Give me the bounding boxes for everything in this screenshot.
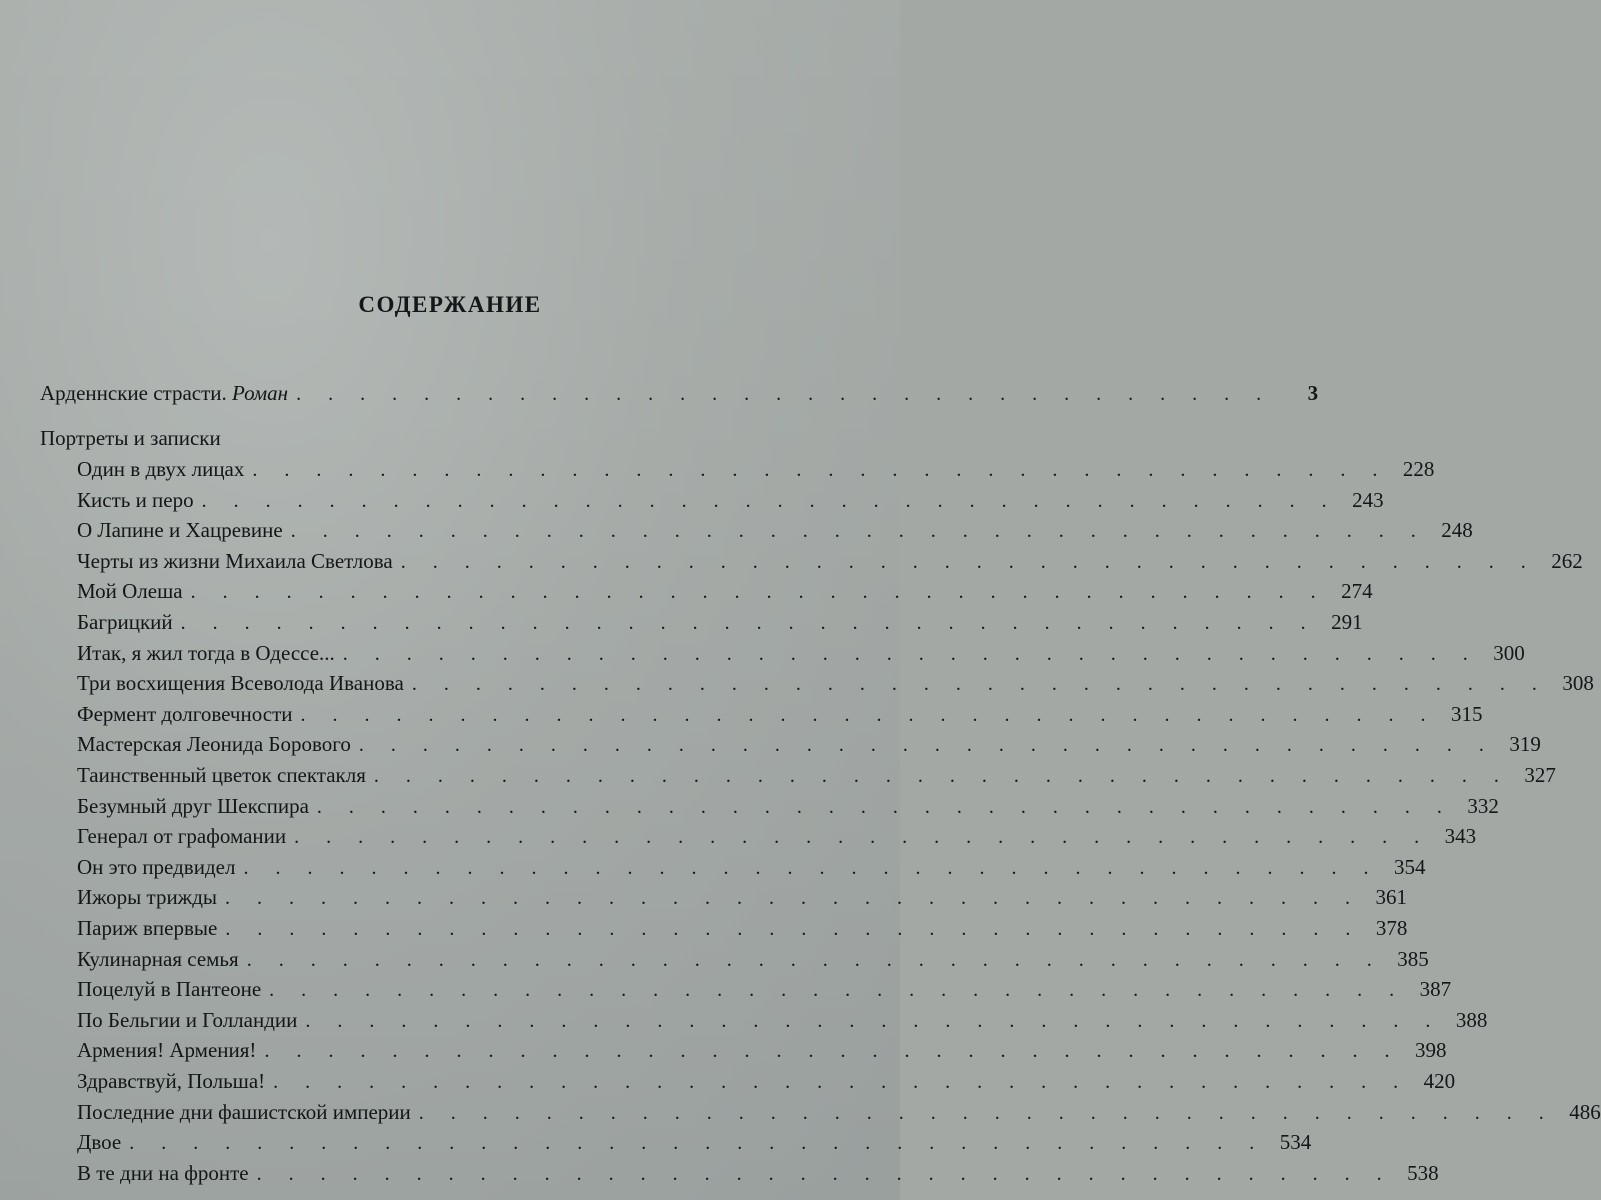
toc-page-number: 243 bbox=[1352, 487, 1384, 512]
dot-leader: . . . . . . . . . . . . . . . . . . . . . . . . . . . . . . . . . . . . bbox=[294, 826, 1431, 849]
toc-entry bbox=[77, 1097, 1601, 1127]
dot-leader: . . . . . . . . . . . . . . . . . . . . . . . . . . . . . . . . . . . . bbox=[305, 1009, 1442, 1032]
section-heading: Портреты и записки bbox=[40, 426, 221, 450]
dot-leader: . . . . . . . . . . . . . . . . . . . . . . . . . . . . . . . . . . . . bbox=[400, 550, 1537, 573]
toc-page-number: 387 bbox=[1419, 977, 1452, 1002]
toc-entry-title: В те дни на фронте bbox=[77, 1160, 249, 1185]
toc-entry-title: Три восхищения Всеволода Иванова bbox=[77, 671, 404, 696]
toc-page-number: 274 bbox=[1341, 579, 1373, 604]
toc-entry-title: Здравствуй, Польша! bbox=[77, 1069, 266, 1093]
page-title: СОДЕРЖАНИЕ bbox=[358, 292, 542, 317]
toc-entry-title: Черты из жизни Михаила Светлова bbox=[77, 548, 393, 573]
toc-entry bbox=[77, 760, 1556, 790]
toc-entry-title: Один в двух лицах bbox=[77, 457, 245, 481]
dot-leader: . . . . . . . . . . . . . . . . . . . . . . . . . . . . . . . . . . . . bbox=[273, 1071, 1410, 1093]
toc-entry bbox=[77, 852, 1426, 882]
dot-leader: . . . . . . . . . . . . . . . . . . . . . . . . . . . . . . . . . . . . bbox=[316, 795, 1453, 818]
toc-entry-title: Безумный друг Шекспира bbox=[77, 793, 309, 818]
toc-entry bbox=[77, 1066, 1456, 1096]
dot-leader: . . . . . . . . . . . . . . . . . . . . . . . . . . . . . . . bbox=[296, 383, 1273, 405]
toc-entry bbox=[77, 729, 1541, 759]
toc-page-number: 486 bbox=[1569, 1099, 1601, 1124]
dot-leader: . . . . . . . . . . . . . . . . . . . . . . . . . . . . . . . . . . . . bbox=[411, 673, 1548, 696]
dot-leader: . . . . . . . . . . . . . . . . . . . . . . . . . . . . . . . . . . . . bbox=[300, 703, 1437, 726]
toc-entry-novel bbox=[40, 378, 1319, 408]
toc-page-number: 385 bbox=[1397, 946, 1429, 971]
dot-leader: . . . . . . . . . . . . . . . . . . . . . . . . . . . . . . . . . . . . bbox=[373, 765, 1510, 787]
dot-leader: . . . . . . . . . . . . . . . . . . . . . . . . . . . . . . . . . . . . bbox=[180, 612, 1317, 634]
novel-genre: Роман bbox=[232, 381, 289, 405]
toc-entry bbox=[77, 485, 1384, 515]
toc-page-number: 354 bbox=[1393, 854, 1426, 879]
toc-entry bbox=[77, 1158, 1439, 1188]
toc-entry-title: Кисть и перо bbox=[77, 487, 194, 512]
toc-entry bbox=[77, 668, 1594, 698]
toc-page-number: 361 bbox=[1375, 885, 1407, 910]
toc-page-number: 291 bbox=[1331, 610, 1363, 634]
toc-page-number: 308 bbox=[1562, 671, 1594, 696]
toc-entry bbox=[77, 699, 1483, 729]
toc-entry-title: Последние дни фашистской империи bbox=[77, 1099, 411, 1124]
dot-leader: . . . . . . . . . . . . . . . . . . . . . . . . . . . . . . . . . . . . bbox=[269, 979, 1406, 1002]
dot-leader: . . . . . . . . . . . . . . . . . . . . . . . . . . . . . . . . . . . . bbox=[243, 856, 1380, 879]
toc-page-number: 332 bbox=[1467, 793, 1499, 818]
toc-page-number: 300 bbox=[1493, 640, 1525, 665]
toc-entry-title: Он это предвидел bbox=[77, 854, 236, 879]
toc-page-number: 378 bbox=[1375, 916, 1408, 940]
dot-leader: . . . . . . . . . . . . . . . . . . . . . . . . . . . . . . . . . . . . bbox=[264, 1040, 1401, 1063]
toc-page-number: 534 bbox=[1279, 1130, 1312, 1155]
toc-page-number: 388 bbox=[1455, 1007, 1488, 1032]
dot-leader: . . . . . . . . . . . . . . . . . . . . . . . . . . . . . . . . . . . . bbox=[358, 734, 1495, 757]
toc-page-number: 228 bbox=[1402, 457, 1435, 481]
toc-entry-title: Генерал от графомании bbox=[77, 824, 287, 849]
toc-page-number: 420 bbox=[1423, 1069, 1456, 1093]
toc-entry-title: По Бельгии и Голландии bbox=[77, 1007, 298, 1032]
dot-leader: . . . . . . . . . . . . . . . . . . . . . . . . . . . . . . . . . . . . bbox=[225, 918, 1362, 940]
toc-entry-title: Армения! Армения! bbox=[77, 1038, 257, 1063]
toc-entry-title: Таинственный цветок спектакля bbox=[77, 763, 366, 787]
dot-leader: . . . . . . . . . . . . . . . . . . . . . . . . . . . . . . . . . . . . bbox=[129, 1132, 1266, 1155]
toc-page-number: 343 bbox=[1444, 824, 1477, 849]
toc-entry bbox=[77, 638, 1525, 668]
toc-entry bbox=[77, 546, 1583, 576]
toc-entry-title: Кулинарная семья bbox=[77, 946, 239, 971]
toc-entry bbox=[77, 974, 1452, 1004]
dot-leader: . . . . . . . . . . . . . . . . . . . . . . . . . . . . . . . . . . . . bbox=[252, 459, 1389, 481]
toc-entry-title: Двое bbox=[77, 1130, 122, 1155]
dot-leader: . . . . . . . . . . . . . . . . . . . . . . . . . . . . . . . . . . . . bbox=[246, 948, 1383, 971]
toc-entry-title: Ижоры трижды bbox=[77, 885, 217, 910]
toc-entry bbox=[77, 1127, 1312, 1157]
toc-entry-title bbox=[40, 378, 288, 408]
toc-page-number: 319 bbox=[1509, 732, 1541, 757]
toc-entry-title: О Лапине и Хацревине bbox=[77, 518, 283, 543]
toc-entry-title: Поцелуй в Пантеоне bbox=[77, 977, 262, 1002]
toc-entry-title: Итак, я жил тогда в Одессе... bbox=[77, 640, 335, 665]
toc-entry bbox=[77, 576, 1373, 606]
toc-entry-title: Мастерская Леонида Борового bbox=[77, 732, 351, 757]
toc-entry bbox=[77, 607, 1363, 637]
toc-entry bbox=[77, 515, 1473, 545]
toc-entry bbox=[77, 791, 1499, 821]
toc-page-number: 315 bbox=[1451, 701, 1483, 726]
toc-entry-title: Фермент долговечности bbox=[77, 701, 293, 726]
toc-entry bbox=[77, 913, 1408, 943]
toc-entry bbox=[77, 944, 1429, 974]
dot-leader: . . . . . . . . . . . . . . . . . . . . . . . . . . . . . . . . . . . . bbox=[201, 489, 1338, 512]
toc-entry bbox=[77, 1005, 1488, 1035]
toc-entry bbox=[77, 882, 1407, 912]
toc-entry bbox=[77, 454, 1435, 484]
dot-leader: . . . . . . . . . . . . . . . . . . . . . . . . . . . . . . . . . . . . bbox=[290, 520, 1427, 543]
toc-page-number: 262 bbox=[1551, 548, 1583, 573]
toc-entry bbox=[77, 821, 1477, 851]
toc-entry-title: Багрицкий bbox=[77, 610, 173, 634]
toc-entry-title: Мой Олеша bbox=[77, 579, 183, 604]
dot-leader: . . . . . . . . . . . . . . . . . . . . . . . . . . . . . . . . . . . . bbox=[418, 1101, 1555, 1124]
toc-page-number: 327 bbox=[1524, 763, 1556, 787]
toc-page-number: 538 bbox=[1407, 1160, 1439, 1185]
dot-leader: . . . . . . . . . . . . . . . . . . . . . . . . . . . . . . . . . . . . bbox=[190, 581, 1327, 604]
dot-leader: . . . . . . . . . . . . . . . . . . . . . . . . . . . . . . . . . . . . bbox=[256, 1162, 1393, 1185]
toc-page-number: 3 bbox=[1307, 381, 1319, 405]
dot-leader: . . . . . . . . . . . . . . . . . . . . . . . . . . . . . . . . . . . . bbox=[342, 642, 1479, 665]
dot-leader: . . . . . . . . . . . . . . . . . . . . . . . . . . . . . . . . . . . . bbox=[225, 887, 1361, 910]
novel-title: Арденнские страсти. bbox=[40, 381, 227, 405]
toc-page-number: 398 bbox=[1414, 1038, 1447, 1063]
toc-entry bbox=[77, 1035, 1447, 1065]
toc-entry-title: Париж впервые bbox=[77, 916, 218, 940]
toc-page-number: 248 bbox=[1441, 518, 1473, 543]
